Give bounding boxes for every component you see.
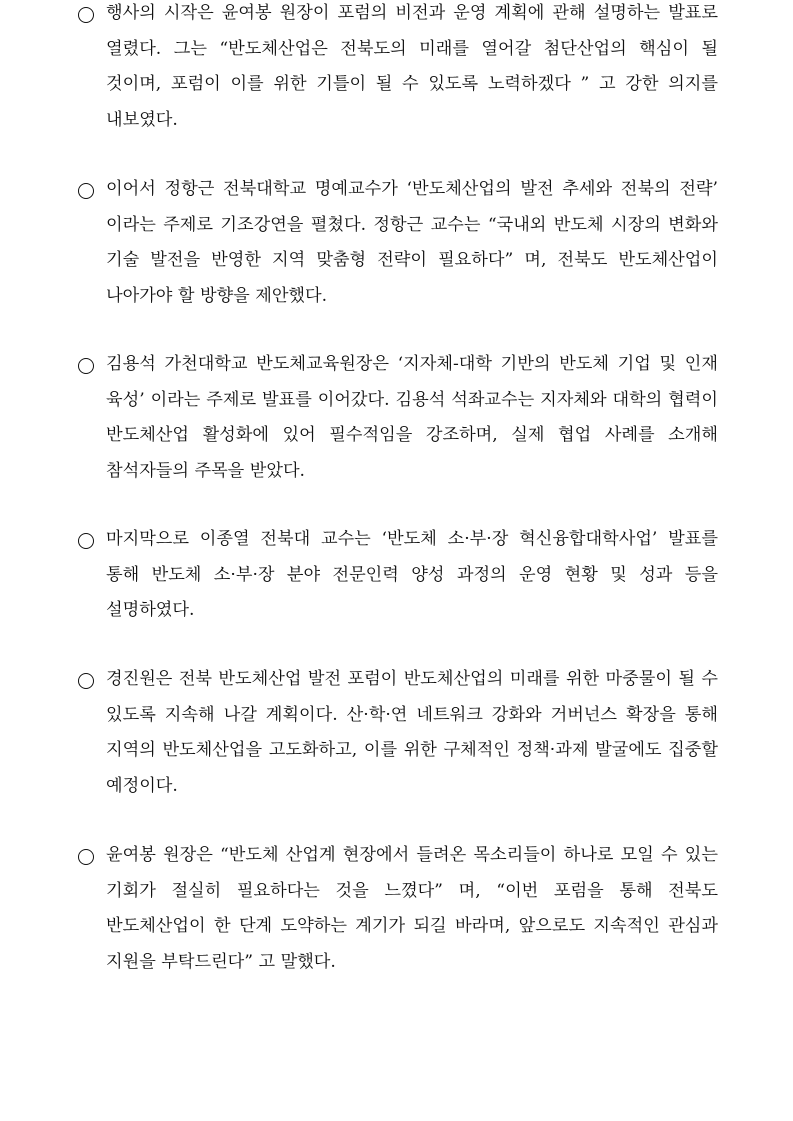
circle-bullet-icon (78, 7, 94, 23)
paragraph-text: 이어서 정항근 전북대학교 명예교수가 ‘반도체산업의 발전 추세와 전북의 전략’ 이라는 주제로 기조강연을 펼쳤다. 정항근 교수는 “국내외 반도체 시장의 변화와 기술 발전을 반영한 지역 맞춤형 전략이 필요하다” 며, 전북도 반도체산업이 나아가야 할 방향을 제안했다. (106, 179, 718, 306)
paragraph-1 (78, 4, 718, 138)
paragraph-text: 윤여봉 원장은 “반도체 산업계 현장에서 들려온 목소리들이 하나로 모일 수 있는 기회가 절실히 필요하다는 것을 느꼈다” 며, “이번 포럼을 통해 전북도 반도체산업이 한 단계 도약하는 계기가 되길 바라며, 앞으로도 지속적인 관심과 지원을 부탁드린다” 고 말했다. (106, 845, 718, 972)
paragraph-3 (78, 355, 718, 489)
paragraph-2 (78, 180, 718, 314)
circle-bullet-icon (78, 183, 94, 199)
circle-bullet-icon (78, 358, 94, 374)
paragraph-5 (78, 670, 718, 804)
paragraph-text: 행사의 시작은 윤여봉 원장이 포럼의 비전과 운영 계획에 관해 설명하는 발표로 열렸다. 그는 “반도체산업은 전북도의 미래를 열어갈 첨단산업의 핵심이 될 것이며, 포럼이 이를 위한 기틀이 될 수 있도록 노력하겠다 ” 고 강한 의지를 내보였다. (106, 3, 718, 130)
paragraph-6 (78, 846, 718, 980)
paragraph-4 (78, 530, 718, 629)
circle-bullet-icon (78, 849, 94, 865)
circle-bullet-icon (78, 673, 94, 689)
paragraph-text: 경진원은 전북 반도체산업 발전 포럼이 반도체산업의 미래를 위한 마중물이 될 수 있도록 지속해 나갈 계획이다. 산·학·연 네트워크 강화와 거버넌스 확장을 통해 지역의 반도체산업을 고도화하고, 이를 위한 구체적인 정책·과제 발굴에도 집중할 예정이다. (106, 669, 718, 796)
circle-bullet-icon (78, 533, 94, 549)
paragraph-text: 마지막으로 이종열 전북대 교수는 ‘반도체 소·부·장 혁신융합대학사업’ 발표를 통해 반도체 소·부·장 분야 전문인력 양성 과정의 운영 현황 및 성과 등을 설명하였다. (106, 529, 718, 620)
paragraph-text: 김용석 가천대학교 반도체교육원장은 ‘지자체-대학 기반의 반도체 기업 및 인재 육성’ 이라는 주제로 발표를 이어갔다. 김용석 석좌교수는 지자체와 대학의 협력이 반도체산업 활성화에 있어 필수적임을 강조하며, 실제 협업 사례를 소개해 참석자들의 주목을 받았다. (106, 354, 718, 481)
